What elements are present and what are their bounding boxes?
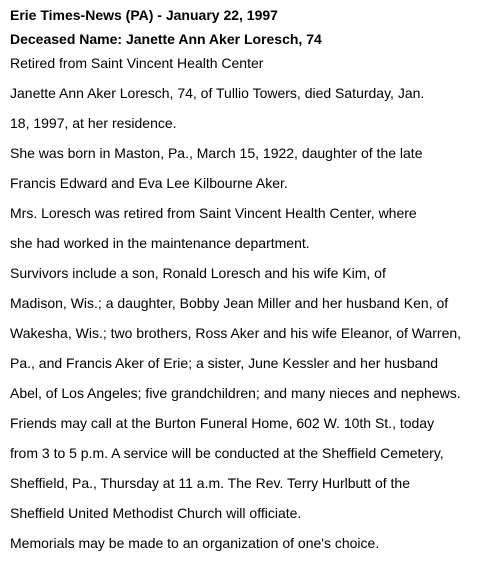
- text-line: Sheffield, Pa., Thursday at 11 a.m. The Rev. Terry Hurlbutt of the: [10, 475, 410, 491]
- text-line: She was born in Maston, Pa., March 15, 1922, daughter of the late: [10, 145, 423, 161]
- obituary-document: [10, 6, 476, 564]
- text-line: 18, 1997, at her residence.: [10, 115, 177, 131]
- text-line: Memorials may be made to an organization of one's choice.: [10, 535, 380, 551]
- source-heading: Erie Times-News (PA) - January 22, 1997: [10, 7, 278, 23]
- subtitle: Retired from Saint Vincent Health Center: [10, 55, 264, 71]
- text-line: Survivors include a son, Ronald Loresch and his wife Kim, of: [10, 265, 386, 281]
- text-line: Janette Ann Aker Loresch, 74, of Tullio Towers, died Saturday, Jan.: [10, 85, 425, 101]
- text-line: Pa., and Francis Aker of Erie; a sister, June Kessler and her husband: [10, 355, 439, 371]
- text-line: Madison, Wis.; a daughter, Bobby Jean Miller and her husband Ken, of: [10, 295, 449, 311]
- deceased-name-heading: Deceased Name: Janette Ann Aker Loresch, 74: [10, 31, 322, 47]
- text-line: Abel, of Los Angeles; five grandchildren; and many nieces and nephews.: [10, 385, 461, 401]
- text-line: Wakesha, Wis.; two brothers, Ross Aker and his wife Eleanor, of Warren,: [10, 325, 462, 341]
- text-line: Francis Edward and Eva Lee Kilbourne Aker.: [10, 175, 288, 191]
- text-line: from 3 to 5 p.m. A service will be conducted at the Sheffield Cemetery,: [10, 445, 444, 461]
- text-line: Sheffield United Methodist Church will officiate.: [10, 505, 302, 521]
- text-line: she had worked in the maintenance department.: [10, 235, 310, 251]
- text-line: Friends may call at the Burton Funeral Home, 602 W. 10th St., today: [10, 415, 435, 431]
- text-line: Mrs. Loresch was retired from Saint Vincent Health Center, where: [10, 205, 417, 221]
